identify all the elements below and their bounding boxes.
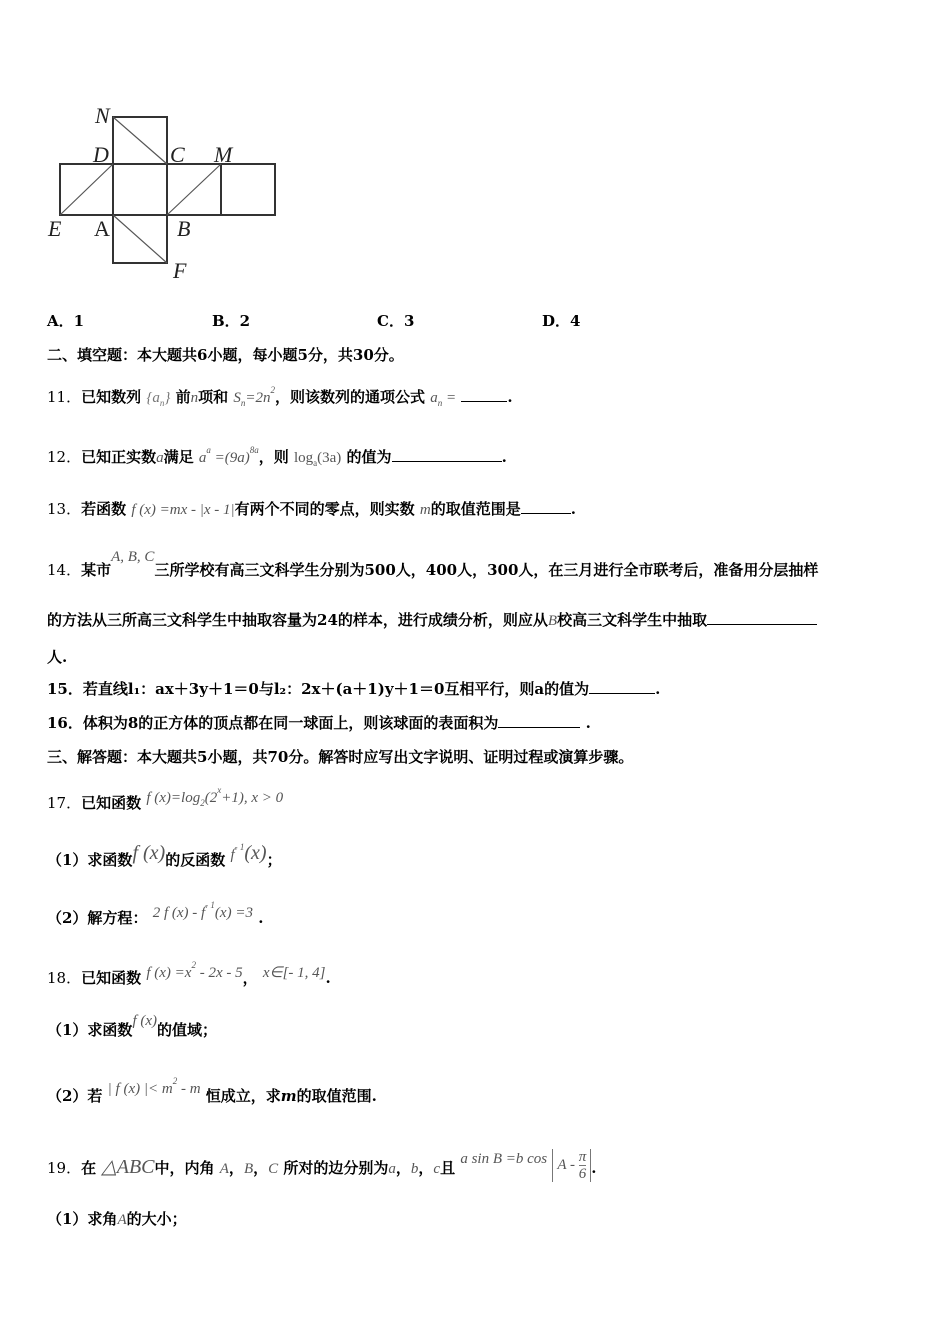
- diagonal-bm: [167, 164, 221, 215]
- answer-blank-15: [589, 679, 655, 694]
- question-15: 15．若直线l₁：ax＋3y＋1＝0与l₂：2x＋(a＋1)y＋1＝0互相平行，则a的值为 .: [47, 680, 661, 698]
- cube-net-figure: [40, 100, 290, 285]
- question-18: 18．已知函数 f $(x) =x^2 - 2x - 5$， x∈[- 1, 4].: [47, 960, 331, 987]
- choice-c: C．3: [377, 312, 415, 330]
- question-13: 13．若函数 f (x) =mx - |x - 1|有两个不同的零点，则实数 m的取值范围是 .: [47, 500, 577, 518]
- question-14-line3: 人.: [47, 648, 68, 666]
- label-b: B: [177, 216, 191, 241]
- section-2-heading: 二、填空题：本大题共6小题，每小题5分，共30分。: [47, 346, 404, 364]
- choice-a: A．1: [47, 312, 85, 330]
- diagonal-nc: [113, 117, 167, 164]
- choice-b: B．2: [212, 312, 251, 330]
- answer-blank-13: [521, 499, 571, 514]
- label-f: F: [173, 258, 187, 283]
- choice-d: D．4: [542, 312, 581, 330]
- net-square-right2: [221, 164, 275, 215]
- question-17: 17．已知函数 f $(x)=\log_2(2^x+1)$, x > 0: [47, 785, 284, 812]
- section-3-heading: 三、解答题：本大题共5小题，共70分。解答时应写出文字说明、证明过程或演算步骤。: [47, 748, 634, 766]
- question-17-part2: （2）解方程： 2 f $(x) - f^{- 1}(x) =3$ .: [47, 900, 264, 927]
- net-square-center: [113, 164, 167, 215]
- label-a: A: [94, 216, 110, 241]
- label-c: C: [170, 142, 185, 167]
- answer-blank-14: [707, 610, 817, 625]
- answer-blank-16: [498, 713, 580, 728]
- label-e: E: [48, 216, 62, 241]
- label-d: D: [93, 142, 109, 167]
- answer-blank-12: [392, 447, 502, 462]
- label-n: N: [95, 103, 110, 128]
- question-19-part1: （1）求角A的大小；: [47, 1210, 187, 1228]
- diagonal-ed: [60, 164, 113, 215]
- question-11: 11．已知数列 $\{a_n\}$ 前n项和 $S_n=2n^2$，则该数列的通项公式 $a_n$ = .: [47, 385, 513, 408]
- label-m: M: [214, 142, 233, 167]
- question-16: 16．体积为8的正方体的顶点都在同一球面上，则该球面的表面积为 .: [47, 714, 591, 732]
- diagonal-af: [113, 215, 167, 263]
- question-18-part1: （1）求函数f (x)的值域；: [47, 1013, 218, 1039]
- question-14-line2: 的方法从三所高三文科学生中抽取容量为24的样本，进行成绩分析，则应从B校高三文科学生中抽取: [47, 610, 817, 631]
- answer-blank-11: [461, 387, 507, 402]
- question-12: 12．已知正实数a满足 $a^a =(9a)^{8a}$，则 $\log_a(3a)$ 的值为 .: [47, 445, 507, 468]
- question-17-part1: （1）求函数f (x)的反函数 $f^{- 1}(x)$；: [47, 842, 282, 869]
- question-18-part2: （2）若 | f (x) |< $m^2$ - m 恒成立，求m的取值范围.: [47, 1076, 377, 1105]
- question-14-line1: 14．某市A, B, C三所学校有高三文科学生分别为500人，400人，300人，在三月进行全市联考后，准备用分层抽样: [47, 549, 819, 579]
- question-19: 19．在 △ABC中，内角 A，B，C 所对的边分别为a，b，c且 a sin B =b cos A - $\frac{\pi}{6}$ .: [47, 1149, 597, 1182]
